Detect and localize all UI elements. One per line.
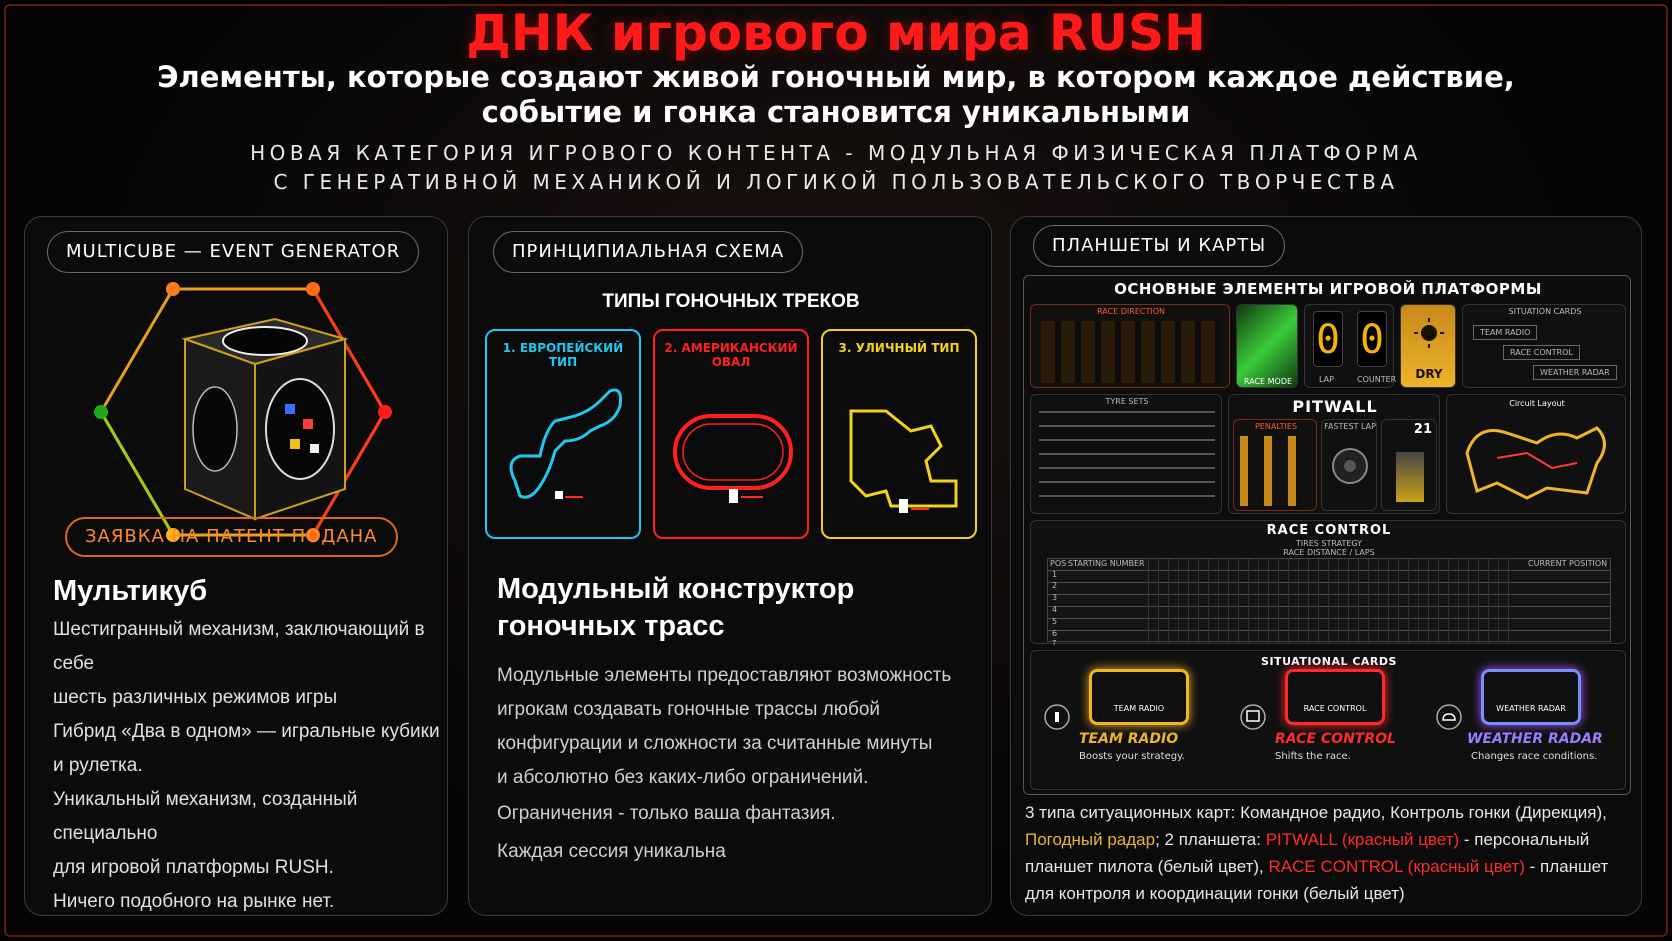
pitwall-board bbox=[1228, 394, 1440, 514]
track-label: 2. АМЕРИКАНСКИЙ ОВАЛ bbox=[664, 341, 798, 369]
race-distance-label: RACE DISTANCE / LAPS bbox=[1283, 548, 1375, 557]
street-track-icon bbox=[831, 371, 971, 531]
row-number: 2 bbox=[1052, 581, 1058, 590]
tracks-title: ТИПЫ ГОНОЧНЫХ ТРЕКОВ bbox=[602, 291, 860, 312]
multicube-description bbox=[53, 613, 443, 919]
lap-digit: 0 bbox=[1313, 311, 1343, 367]
multicube-heading: Мультикуб bbox=[53, 575, 208, 607]
caption-line-3 bbox=[1025, 853, 1637, 880]
situation-cards-label: SITUATION CARDS bbox=[1508, 307, 1582, 316]
lap-label: LAP bbox=[1319, 375, 1334, 384]
circuit-layout-board bbox=[1446, 394, 1626, 514]
multicube-panel bbox=[24, 216, 448, 916]
race-direction-board bbox=[1030, 304, 1230, 388]
situation-cards-board bbox=[1462, 304, 1626, 388]
card-title: WEATHER RADAR bbox=[1467, 731, 1603, 747]
tyre-sets-board bbox=[1030, 394, 1222, 514]
track-label: 1. ЕВРОПЕЙСКИЙ ТИП bbox=[502, 341, 624, 369]
tyre-sets-grid bbox=[1039, 411, 1215, 509]
track-card-european[interactable] bbox=[485, 329, 641, 539]
boards-panel bbox=[1010, 216, 1642, 916]
card-title: RACE CONTROL bbox=[1275, 731, 1396, 747]
race-flag-icon bbox=[1239, 703, 1267, 731]
schema-tag: ПРИНЦИПИАЛЬНАЯ СХЕМА bbox=[493, 231, 803, 273]
situation-weather-radar: WEATHER RADAR bbox=[1533, 365, 1617, 380]
tyre-sets-label: TYRE SETS bbox=[1105, 397, 1149, 406]
subtitle-line-2: событие и гонка становится уникальными bbox=[481, 95, 1191, 129]
schema-note-2: Каждая сессия уникальна bbox=[497, 841, 726, 862]
card-team-radio[interactable] bbox=[1035, 669, 1225, 787]
card-subtitle: Changes race conditions. bbox=[1471, 751, 1598, 762]
caption-pitwall: PITWALL (красный цвет) bbox=[1265, 830, 1460, 849]
card-subtitle: Shifts the race. bbox=[1275, 751, 1351, 762]
row-number: 3 bbox=[1052, 593, 1058, 602]
caption-text: - персональный bbox=[1459, 830, 1590, 849]
track-label: 3. УЛИЧНЫЙ ТИП bbox=[838, 341, 960, 355]
card-small-label: TEAM RADIO bbox=[1113, 704, 1165, 713]
steering-wheel-icon bbox=[1330, 446, 1370, 486]
tagline-line-1: НОВАЯ КАТЕГОРИЯ ИГРОВОГО КОНТЕНТА - МОДУЛЬНАЯ ФИЗИЧЕСКАЯ ПЛАТФОРМА bbox=[250, 141, 1422, 165]
card-subtitle: Boosts your strategy. bbox=[1079, 751, 1185, 762]
caption-weather-radar: Погодный радар bbox=[1025, 830, 1156, 849]
penalties-grid bbox=[1240, 436, 1312, 506]
lap-number-box bbox=[1381, 419, 1437, 511]
platform-board bbox=[1023, 275, 1631, 795]
race-control-title: RACE CONTROL bbox=[1266, 523, 1392, 538]
european-track-icon bbox=[495, 371, 635, 531]
card-title: TEAM RADIO bbox=[1079, 731, 1179, 747]
race-direction-grid bbox=[1041, 321, 1221, 383]
penalties-label: PENALTIES bbox=[1254, 422, 1298, 431]
tires-strategy-label: TIRES STRATEGY bbox=[1295, 539, 1363, 548]
race-mode-board bbox=[1236, 304, 1298, 388]
card-frame bbox=[1285, 669, 1385, 725]
multicube-line: Гибрид «Два в одном» — игральные кубики bbox=[53, 721, 440, 742]
card-race-control[interactable] bbox=[1231, 669, 1421, 787]
subtitle-line-1: Элементы, которые создают живой гоночный мир, в котором каждое действие, bbox=[157, 60, 1515, 94]
caption-race-control: RACE CONTROL (красный цвет) bbox=[1268, 857, 1525, 876]
schema-panel bbox=[468, 216, 992, 916]
situation-team-radio: TEAM RADIO bbox=[1473, 325, 1537, 340]
multicube-line: и рулетка. bbox=[53, 755, 143, 776]
race-direction-label: RACE DIRECTION bbox=[1097, 307, 1165, 316]
card-small-label: RACE CONTROL bbox=[1303, 704, 1367, 713]
situational-cards-board bbox=[1030, 650, 1626, 790]
schema-note-1: Ограничения - только ваша фантазия. bbox=[497, 803, 836, 824]
schema-line: Модульные элементы предоставляют возможность bbox=[497, 665, 952, 686]
caption-line-1: 3 типа ситуационных карт: Командное радио, Контроль гонки (Дирекция), bbox=[1025, 803, 1607, 822]
schema-line: конфигурации и сложности за считанные минуты bbox=[497, 733, 933, 754]
counter-digit: 0 bbox=[1357, 311, 1387, 367]
car-silhouette bbox=[1396, 452, 1424, 502]
caption-text: - планшет bbox=[1524, 857, 1609, 876]
multicube-illustration bbox=[85, 279, 425, 549]
caption-line-4: для контроля и координации гонки (белый цвет) bbox=[1025, 884, 1405, 903]
multicube-line: Шестигранный механизм, заключающий в себе bbox=[53, 619, 425, 674]
multicube-line: Ничего подобного на рынке нет. bbox=[53, 891, 335, 912]
caption-line-2 bbox=[1025, 826, 1637, 853]
schema-line: игрокам создавать гоночные трассы любой bbox=[497, 699, 881, 720]
track-card-street[interactable] bbox=[821, 329, 977, 539]
caption-text: планшет пилота (белый цвет), bbox=[1025, 857, 1269, 876]
row-number: 7 bbox=[1052, 639, 1057, 647]
schema-description bbox=[497, 659, 987, 795]
weather-board bbox=[1400, 304, 1456, 388]
row-number: 4 bbox=[1052, 605, 1058, 614]
card-small-label: WEATHER RADAR bbox=[1496, 704, 1566, 713]
lap-number: 21 bbox=[1413, 422, 1432, 437]
caption-text: ; 2 планшета: bbox=[1155, 830, 1266, 849]
pos-header: POS bbox=[1050, 559, 1067, 568]
platform-title: ОСНОВНЫЕ ЭЛЕМЕНТЫ ИГРОВОЙ ПЛАТФОРМЫ bbox=[1114, 280, 1542, 298]
schema-heading-line-1: Модульный конструктор bbox=[497, 573, 855, 605]
laps-columns bbox=[1148, 559, 1518, 643]
fastest-lap-box bbox=[1321, 419, 1377, 511]
situational-cards-title: SITUATIONAL CARDS bbox=[1261, 655, 1397, 668]
current-position-header: CURRENT POSITION bbox=[1528, 559, 1608, 568]
circuit-map-icon bbox=[1457, 413, 1617, 509]
schema-heading-line-2: гоночных трасс bbox=[497, 610, 725, 642]
card-weather-radar[interactable] bbox=[1427, 669, 1623, 787]
circuit-layout-label: Circuit Layout bbox=[1509, 399, 1565, 408]
pitwall-title: PITWALL bbox=[1292, 397, 1378, 416]
oval-track-icon bbox=[663, 371, 803, 531]
sun-icon bbox=[1413, 317, 1445, 349]
situation-race-control: RACE CONTROL bbox=[1503, 345, 1580, 360]
cloud-icon bbox=[1435, 703, 1463, 731]
lap-counter-board bbox=[1304, 304, 1397, 388]
boards-caption bbox=[1025, 799, 1637, 907]
race-control-board bbox=[1030, 520, 1626, 647]
card-frame bbox=[1481, 669, 1581, 725]
multicube-tag: MULTICUBE — EVENT GENERATOR bbox=[47, 231, 419, 273]
radio-icon bbox=[1043, 703, 1071, 731]
race-control-grid bbox=[1047, 558, 1611, 647]
tagline-line-2: С ГЕНЕРАТИВНОЙ МЕХАНИКОЙ И ЛОГИКОЙ ПОЛЬЗОВАТЕЛЬСКОГО ТВОРЧЕСТВА bbox=[273, 170, 1399, 194]
row-number: 6 bbox=[1052, 629, 1058, 638]
multicube-line: шесть различных режимов игры bbox=[53, 687, 338, 708]
boards-tag: ПЛАНШЕТЫ И КАРТЫ bbox=[1033, 225, 1285, 267]
penalties-box bbox=[1233, 419, 1317, 511]
track-card-oval[interactable] bbox=[653, 329, 809, 539]
dry-label: DRY bbox=[1415, 367, 1443, 381]
starting-number-header: STARTING NUMBER bbox=[1068, 559, 1145, 568]
race-mode-label: RACE MODE bbox=[1243, 377, 1293, 386]
page-title: ДНК игрового мира RUSH bbox=[466, 4, 1206, 62]
multicube-line: Уникальный механизм, созданный специально bbox=[53, 789, 358, 844]
fastest-lap-label: FASTEST LAP bbox=[1324, 422, 1376, 431]
row-number: 1 bbox=[1052, 570, 1058, 579]
multicube-line: для игровой платформы RUSH. bbox=[53, 857, 334, 878]
row-number: 5 bbox=[1052, 617, 1058, 626]
schema-line: и абсолютно без каких-либо ограничений. bbox=[497, 767, 869, 788]
card-frame bbox=[1089, 669, 1189, 725]
patent-badge: ЗАЯВКА НА ПАТЕНТ ПОДАНА bbox=[65, 517, 398, 557]
counter-label: COUNTER bbox=[1357, 375, 1397, 384]
